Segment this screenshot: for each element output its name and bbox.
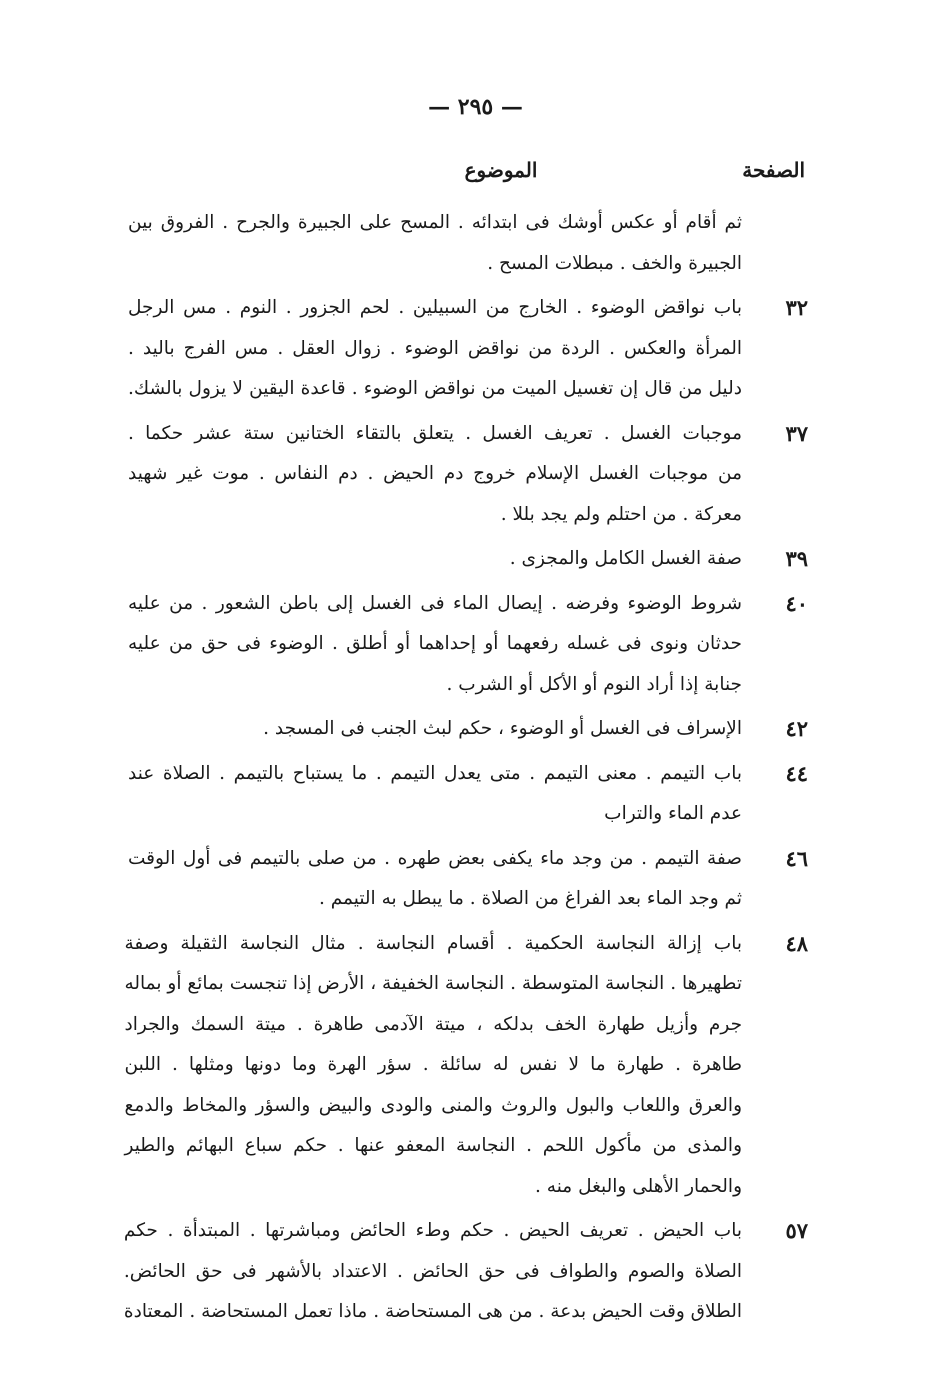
table-of-contents xyxy=(123,203,808,1337)
toc-entry xyxy=(128,203,808,284)
toc-entry-text xyxy=(128,414,742,536)
toc-entry xyxy=(128,839,808,920)
toc-line: باب الحيض . تعريف الحيض . حكم وطء الحائض ومباشرتها . المبتدأة . حكم xyxy=(123,1220,742,1241)
toc-entry-text xyxy=(124,1211,742,1333)
toc-line: والمذى من مأكول اللحم . النجاسة المعفو عنها . حكم سباع البهائم والطير xyxy=(124,1135,742,1156)
toc-line: الإسراف فى الغسل أو الوضوء ، حكم لبث الجنب فى المسجد . xyxy=(263,718,742,739)
toc-line: طاهرة . طهارة ما لا نفس له سائلة . سؤر الهرة وما دونها ومثلها . اللبن xyxy=(124,1054,742,1075)
toc-line: من موجبات الغسل الإسلام خروج دم الحيض . دم النفاس . موت غير شهيد xyxy=(128,463,742,484)
toc-line: عدم الماء والتراب xyxy=(604,803,742,824)
toc-entry xyxy=(128,414,808,536)
toc-line: ثم وجد الماء بعد الفراغ من الصلاة . ما يبطل به التيمم . xyxy=(318,888,742,909)
toc-line: الطلاق وقت الحيض بدعة . من هى المستحاضة . ماذا تعمل المستحاضة . المعتادة xyxy=(123,1301,742,1322)
toc-line: شروط الوضوء وفرضه . إيصال الماء فى الغسل إلى باطن الشعور . من عليه xyxy=(128,592,742,614)
toc-entry-text xyxy=(128,584,742,706)
toc-line: صفة الغسل الكامل والمجزى . xyxy=(509,548,742,569)
toc-entry xyxy=(124,924,808,1208)
toc-line: حدثان ونوى فى غسله رفعهما أو إحداهما أو أطلق . الوضوء فى حق من عليه xyxy=(128,633,742,654)
toc-line: والعرق واللعاب والبول والروث والمنى والودى والبيض والسؤر والمخاط والدمع xyxy=(124,1094,742,1116)
toc-entry-text xyxy=(128,709,742,750)
toc-line: باب إزالة النجاسة الحكمية . أقسام النجاسة . مثال النجاسة الثقيلة وصفة xyxy=(124,932,742,954)
toc-line: والحمار الأهلى والبغل منه . xyxy=(535,1175,742,1197)
page-number: — ٢٩٥ — xyxy=(428,94,523,120)
toc-entry-text xyxy=(128,203,742,284)
toc-line: ثم أقام أو عكس أوشك فى ابتدائه . المسح على الجبيرة والجرح . الفروق بين xyxy=(128,212,742,233)
toc-entry-page: ٤٦ xyxy=(785,845,808,871)
toc-entry-page: ٤٢ xyxy=(785,716,808,741)
toc-entry xyxy=(128,288,808,410)
toc-line: موجبات الغسل . تعريف الغسل . يتعلق بالتقاء الختانين ستة عشر حكما . xyxy=(128,422,742,444)
toc-entry xyxy=(128,584,808,706)
toc-line: باب نواقض الوضوء . الخارج من السبيلين . لحم الجزور . النوم . مس الرجل xyxy=(128,297,742,318)
toc-entry-text xyxy=(128,539,742,580)
toc-entry-page: ٣٢ xyxy=(785,295,808,320)
toc-line: المرأة والعكس . الردة من نواقض الوضوء . زوال العقل . مس الفرج باليد . xyxy=(128,337,742,359)
toc-entry-page: ٣٧ xyxy=(785,420,808,446)
toc-line: جنابة إذا أراد النوم أو الأكل أو الشرب . xyxy=(446,673,742,695)
toc-entry xyxy=(128,539,808,580)
toc-line: دليل من قال إن تغسيل الميت من نواقض الوضوء . قاعدة اليقين لا يزول بالشك. xyxy=(128,378,742,399)
toc-entry-page: ٥٧ xyxy=(785,1218,808,1243)
toc-entry-text xyxy=(124,924,742,1208)
toc-entry-text xyxy=(128,839,742,920)
toc-line: الجبيرة والخف . مبطلات المسح . xyxy=(487,252,742,274)
column-header-page: الصفحة xyxy=(742,158,805,182)
toc-entry-page: ٤٨ xyxy=(785,930,808,956)
toc-line: جرم وأزيل طهارة الخف بدلكه ، ميتة الآدمى طاهرة . ميتة السمك والجراد xyxy=(124,1013,742,1035)
toc-line: باب التيمم . معنى التيمم . متى يعدل التيمم . ما يستباح بالتيمم . الصلاة عند xyxy=(128,762,742,784)
toc-entry-page: ٤٤ xyxy=(785,760,808,786)
toc-entry-text xyxy=(128,288,742,410)
toc-entry-text xyxy=(128,754,742,835)
toc-entry xyxy=(128,754,808,835)
toc-entry xyxy=(128,709,808,750)
toc-line: تطهيرها . النجاسة المتوسطة . النجاسة الخفيفة ، الأرض إذا تنجست بمائع أو بماله xyxy=(124,973,742,994)
toc-line: الصلاة والصوم والطواف فى حق الحائض . الاعتداد بالأشهر فى حق الحائض. xyxy=(123,1260,742,1282)
toc-line: صفة التيمم . من وجد ماء يكفى بعض طهره . من صلى بالتيمم فى أول الوقت xyxy=(128,847,742,869)
toc-entry xyxy=(123,1211,808,1333)
toc-entry-page: ٣٩ xyxy=(785,546,808,571)
toc-line: معركة . من احتلم ولم يجد بللا . xyxy=(500,503,742,525)
toc-entry-page: ٤٠ xyxy=(785,590,808,616)
column-header-topic: الموضوع xyxy=(464,158,538,182)
